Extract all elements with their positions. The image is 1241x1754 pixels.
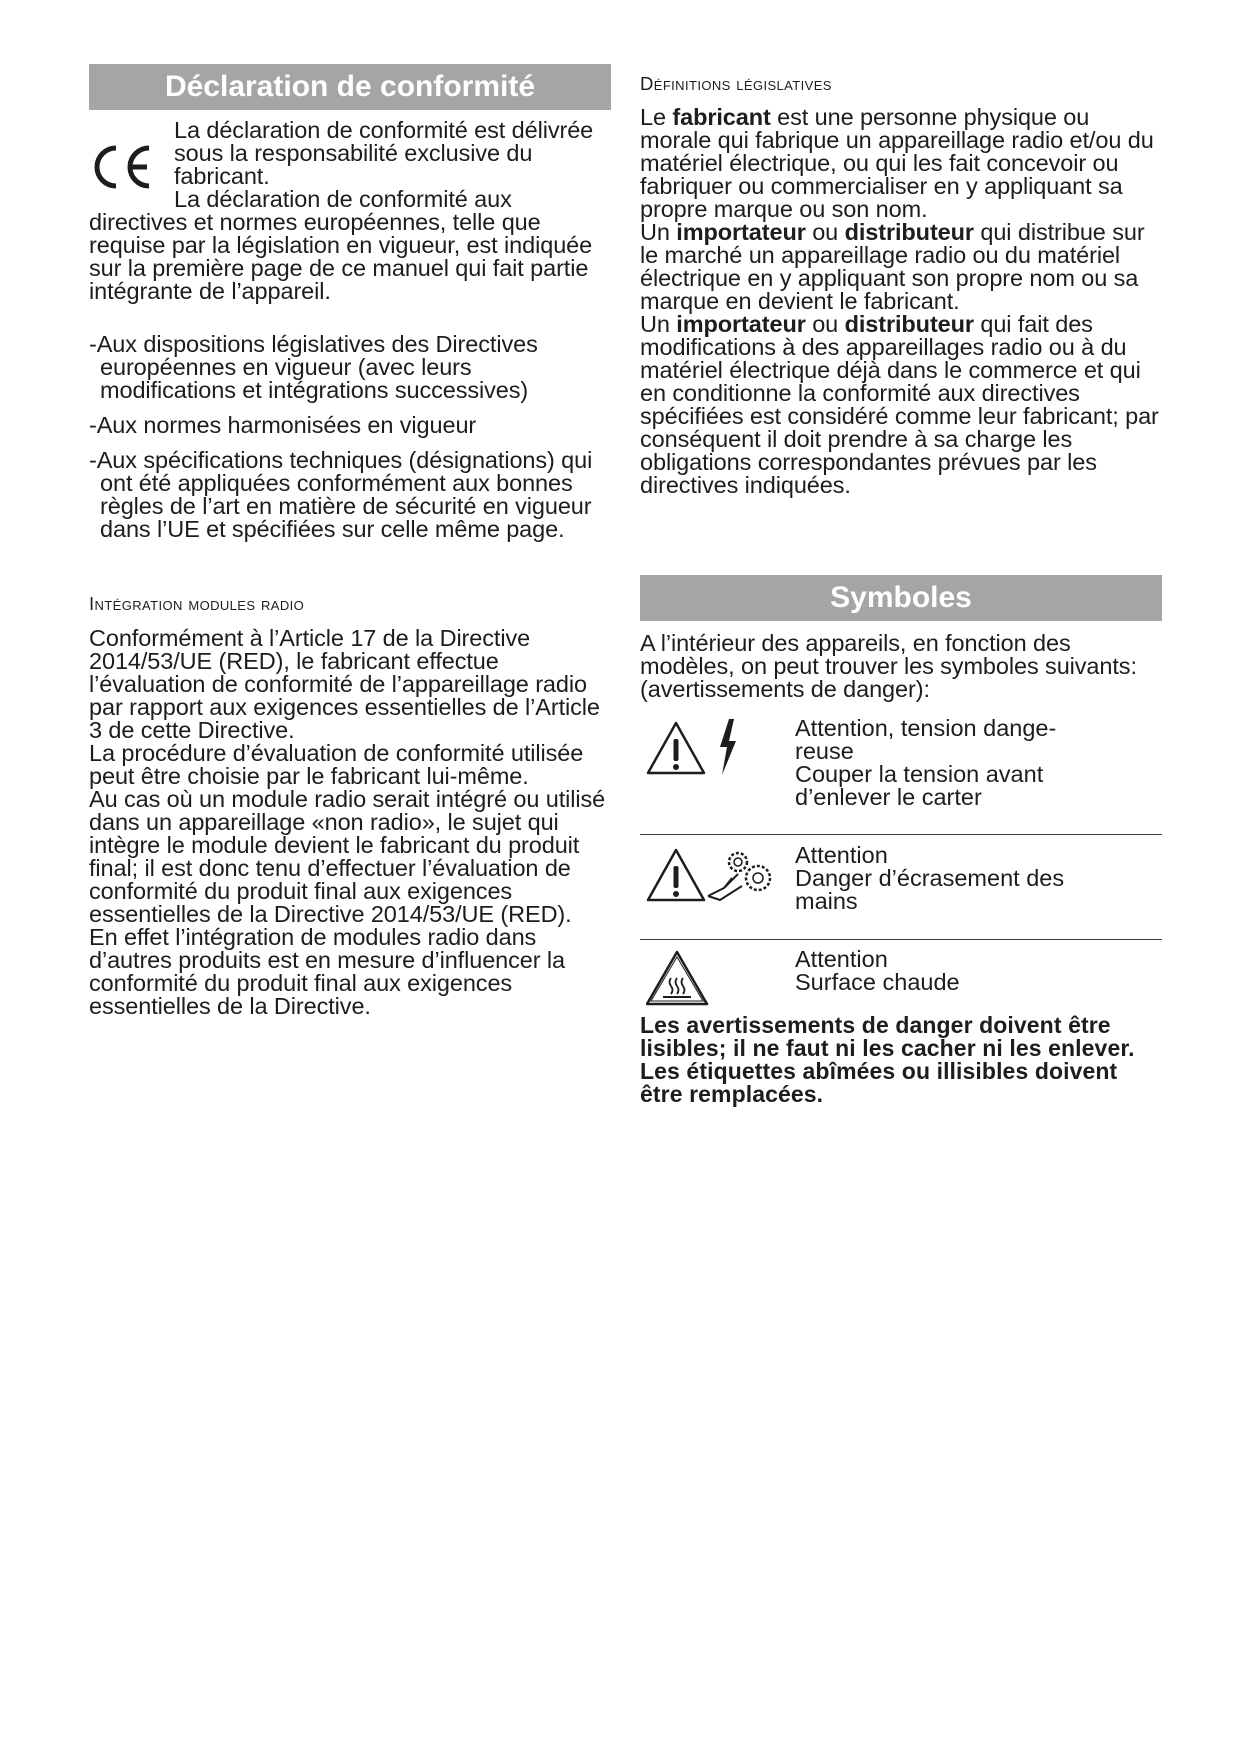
symbol-label: Surface chaude [795, 969, 960, 995]
symbol-row-crush [640, 844, 1162, 924]
definitions-text [640, 106, 1162, 497]
def-text: est une personne physique ou morale qui fabrique un appareillage radio et/ou du matériel électrique, ou qui les fait concevoir ou fabriquer ou commercialiser en y appliquant sa propre marque ou son nom. [640, 104, 1154, 222]
symbol-text [795, 717, 1162, 809]
symbols-title: Symboles [640, 575, 1162, 621]
symbol-label: Danger d’écrasement des [795, 865, 1065, 891]
hot-surface-icon [646, 948, 712, 1010]
symbol-label: Attention [795, 842, 888, 868]
def-term: distributeur [844, 311, 974, 337]
symbol-row-hot [640, 948, 1162, 1018]
def-text: Un [640, 219, 677, 245]
def-term: importateur [676, 219, 806, 245]
def-text: qui distribue sur le marché un appareillage radio ou du matériel électrique en y appliquant son propre nom ou sa marque en devient le fabricant. [640, 219, 1145, 314]
bullet-list [89, 333, 611, 541]
def-term: distributeur [844, 219, 974, 245]
definition-fabricant [640, 106, 1162, 221]
radio-heading: Intégration modules radio [89, 593, 305, 614]
crush-hands-icon [646, 844, 776, 906]
def-term: fabricant [672, 104, 771, 130]
radio-paragraph: Conformément à l’Article 17 de la Directive 2014/53/UE (RED), le fabricant effectue l’évaluation de conformité de l’appareillage radio par rapport aux exigences essentielles de l’Article 3 de cette Directive. [89, 625, 600, 743]
def-text: Le [640, 104, 673, 130]
bullet-item: -Aux normes harmonisées en vigueur [89, 412, 477, 438]
declaration-text [89, 119, 611, 303]
symbol-label: reuse [795, 738, 854, 764]
symbol-text [795, 844, 1162, 913]
symbol-label: mains [795, 888, 858, 914]
def-text: qui fait des modifications à des appareillages radio ou à du matériel électrique déjà dans le commerce et qui en conditionne la conformité aux directives spécifiées est considéré comme leur fabricant; par conséquent il doit prendre à sa charge les obligations correspondantes prévues par les directives indiquées. [640, 311, 1159, 498]
definition-importateur-2 [640, 313, 1162, 497]
def-term: importateur [676, 311, 806, 337]
def-text: ou [805, 311, 845, 337]
radio-paragraph: En effet l’intégration de modules radio dans d’autres produits est en mesure d’influencer la conformité du produit final aux exigences essentielles de la Directive. [89, 924, 566, 1019]
divider [640, 939, 1162, 940]
symbols-intro: A l’intérieur des appareils, en fonction des modèles, on peut trouver les symboles suivants: (avertissements de danger): [640, 630, 1137, 702]
danger-warning-text: Les avertissements de danger doivent être lisibles; il ne faut ni les cacher ni les enlever. Les étiquettes abîmées ou illisibles doivent être remplacées. [640, 1012, 1135, 1107]
divider [640, 834, 1162, 835]
bullet-item: -Aux spécifications techniques (désignations) qui ont été appliquées conformément aux bonnes règles de l’art en matière de sécurité en vigueur dans l’UE et spécifiées sur celle même page. [89, 447, 593, 542]
def-text: Un [640, 311, 677, 337]
symbol-label: Attention, tension dange- [795, 715, 1057, 741]
def-text: ou [805, 219, 845, 245]
radio-paragraph: La procédure d’évaluation de conformité utilisée peut être choisie par le fabricant lui-même. [89, 740, 584, 789]
radio-text [89, 627, 611, 1018]
intro-paragraph-2: La déclaration de conformité aux directives et normes européennes, telle que requise par la législation en vigueur, est indiquée sur la première page de ce manuel qui fait partie intégrante de l’appareil. [89, 186, 593, 304]
definition-importateur-1 [640, 221, 1162, 313]
symbol-text [795, 948, 1162, 994]
definitions-heading: Définitions législatives [640, 73, 832, 94]
symbol-label: d’enlever le carter [795, 784, 982, 810]
symbol-row-electric [640, 715, 1162, 810]
electric-danger-icon [646, 717, 756, 779]
declaration-title: Déclaration de conformité [89, 64, 611, 110]
intro-paragraph-1: La déclaration de conformité est délivrée sous la responsabilité exclusive du fabricant. [174, 117, 594, 189]
symbol-label: Attention [795, 946, 888, 972]
radio-paragraph: Au cas où un module radio serait intégré ou utilisé dans un appareillage «non radio», le sujet qui intègre le module devient le fabricant du produit final; il est donc tenu d’effectuer l’évaluation de conformité du produit final aux exigences essentielles de la Directive 2014/53/UE (RED). [89, 786, 606, 927]
symbol-label: Couper la tension avant [795, 761, 1044, 787]
bullet-item: -Aux dispositions législatives des Directives européennes en vigueur (avec leurs modifications et intégrations successives) [89, 331, 538, 403]
